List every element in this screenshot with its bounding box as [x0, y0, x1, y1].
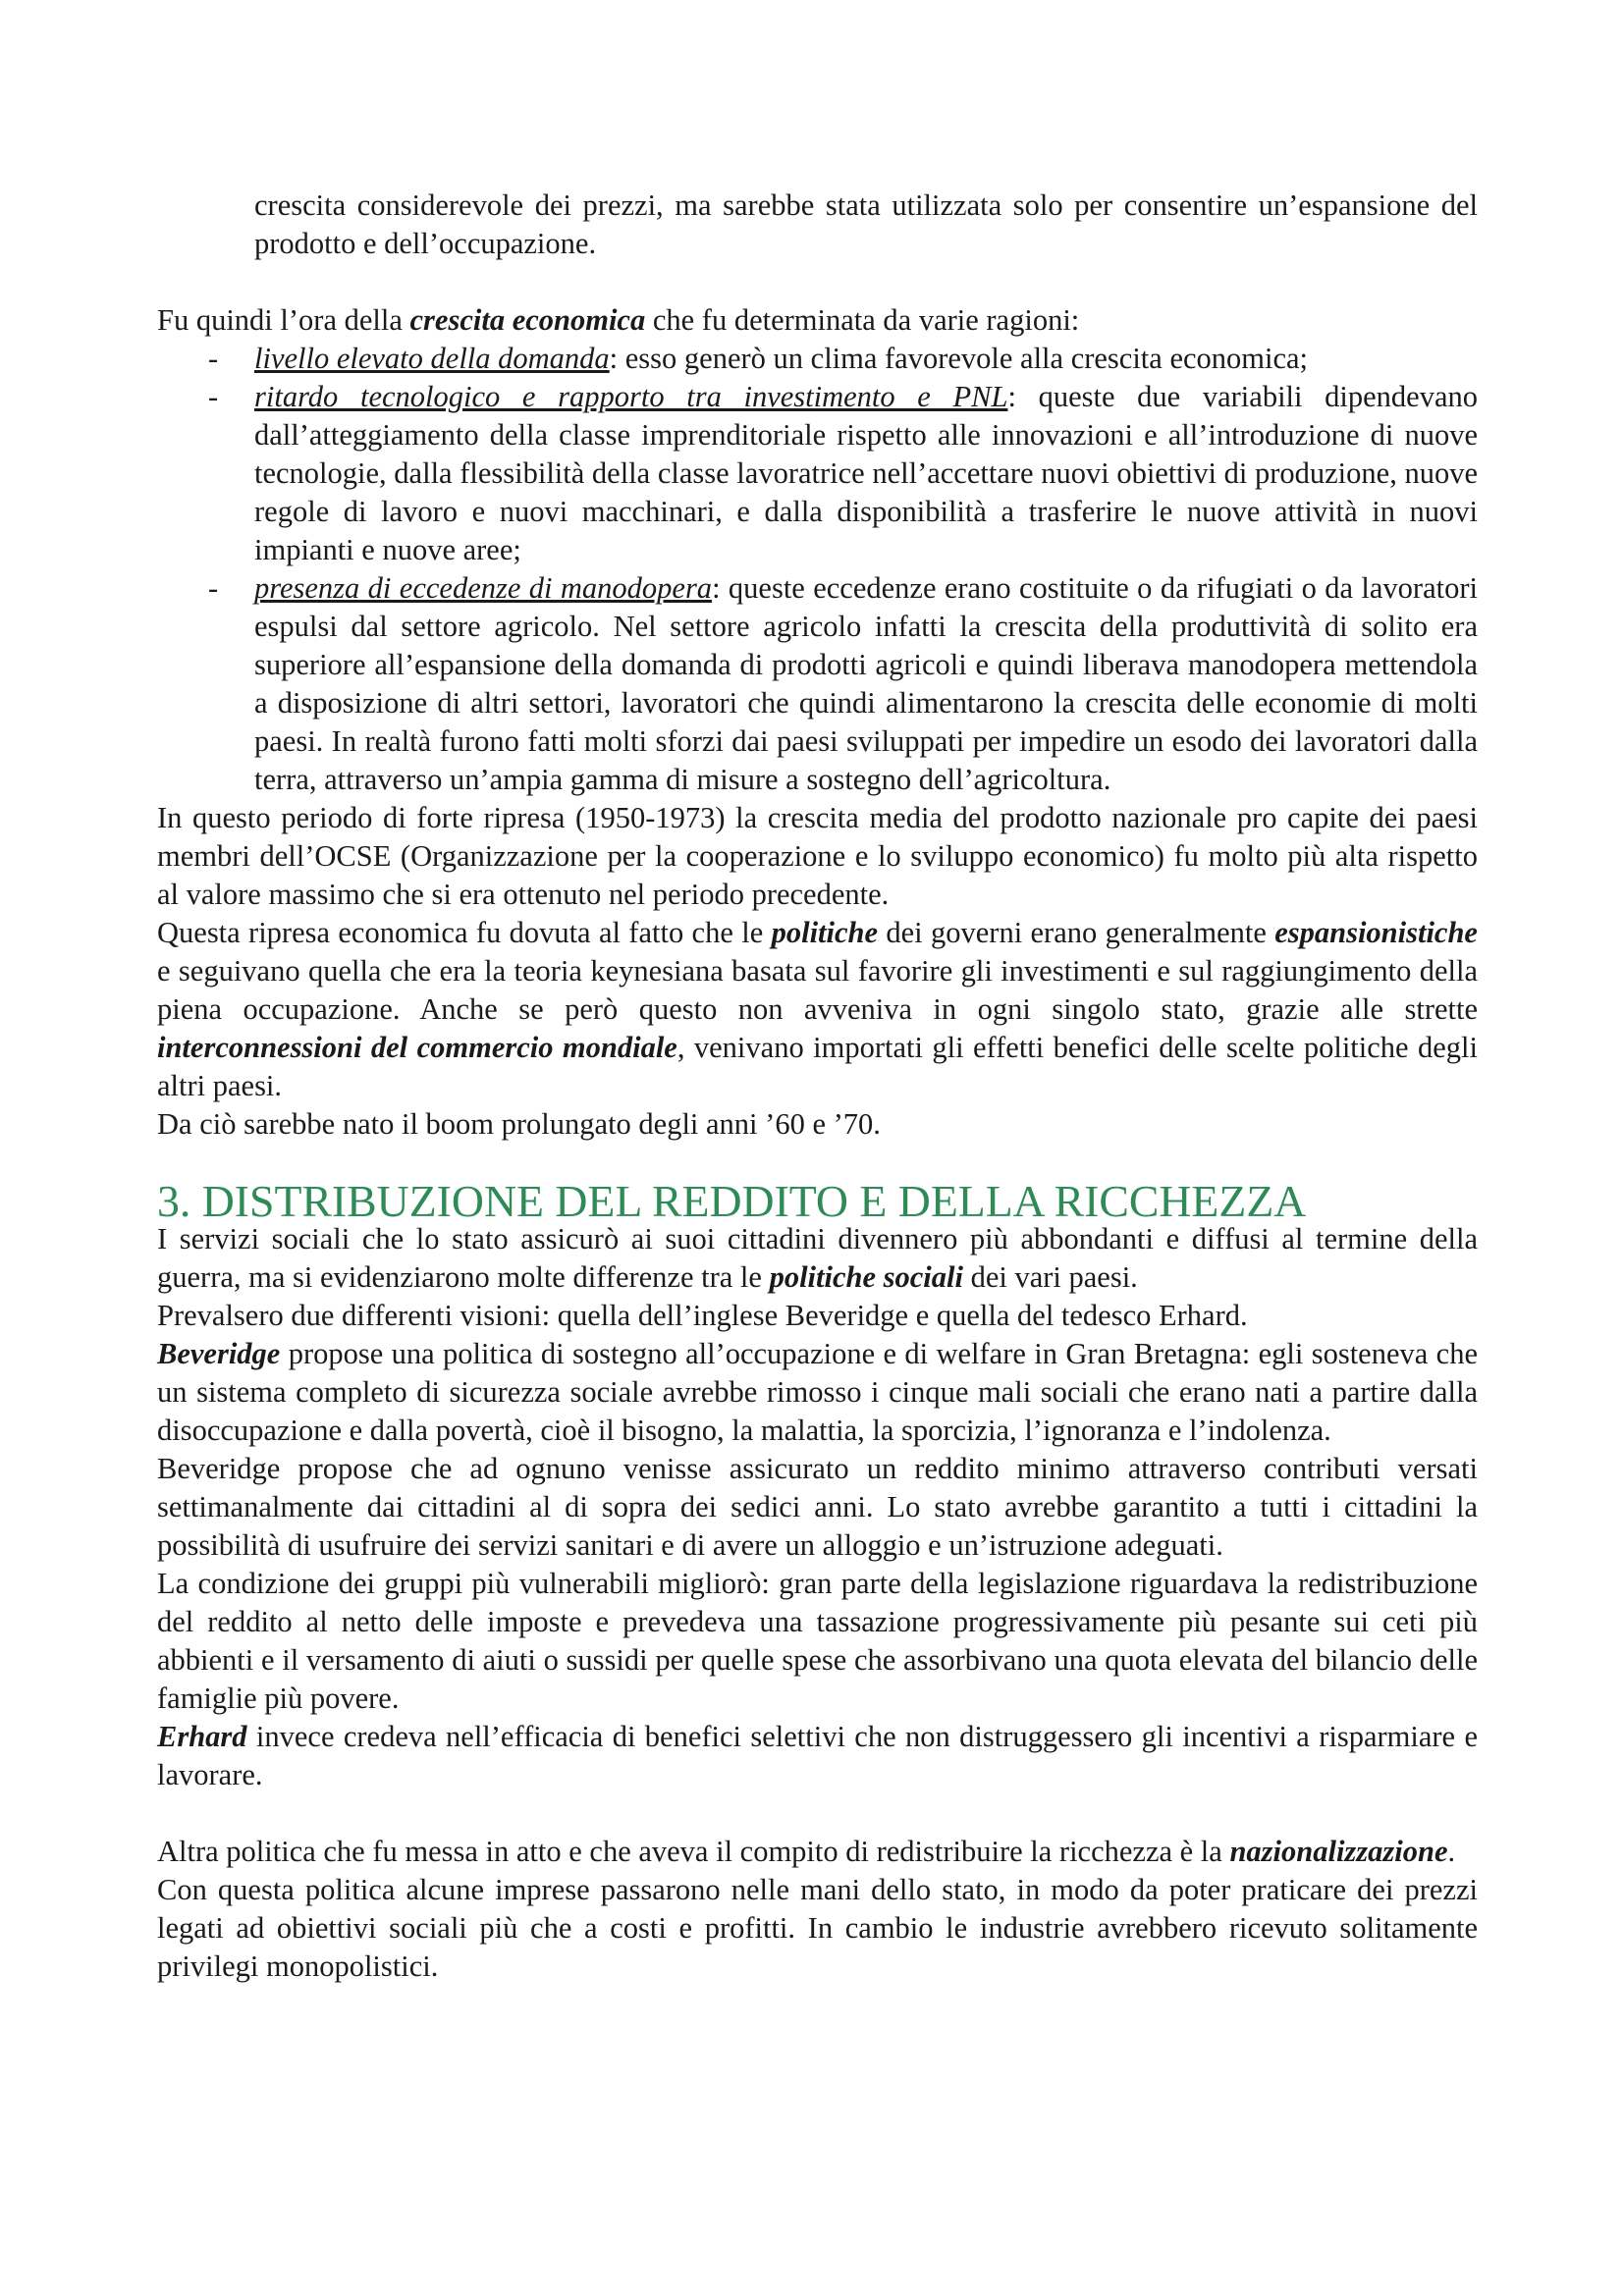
servizi-text-a: I servizi sociali che lo stato assicurò ai suoi cittadini divennero più abbondanti e diffusi al termine della guerra, ma si evidenziarono molte differenze tra le [157, 1222, 1478, 1294]
beveridge-paragraph [157, 1335, 1478, 1450]
bullet-text: : queste eccedenze erano costituite o da rifugiati o da lavoratori espulsi dal settore agricolo. Nel settore agricolo infatti la crescita della produttività di solito era superiore all’espansione della domanda di prodotti agricoli e quindi liberava manodopera mettendola a disposizione di altri settori, lavoratori che quindi alimentarono la crescita delle economie di molti paesi. In realtà furono fatti molti sforzi dai paesi sviluppati per impedire un esodo dei lavoratori dalla terra, attraverso un’ampia gamma di misure a sostegno dell’agricoltura. [254, 571, 1478, 796]
growth-lead-text: Fu quindi l’ora della [157, 303, 410, 337]
bullet-dash: - [208, 571, 219, 605]
boom-paragraph: Da ciò sarebbe nato il boom prolungato degli anni ’60 e ’70. [157, 1107, 881, 1141]
intro-continuation: crescita considerevole dei prezzi, ma sarebbe stata utilizzata solo per consentire un’espansione del prodotto e dell’occupazione. [254, 188, 1478, 260]
bullet-dash: - [208, 342, 219, 375]
nazionalizzazione-paragraph [157, 1833, 1478, 1871]
erhard-paragraph [157, 1718, 1478, 1794]
term-erhard: Erhard [157, 1720, 247, 1753]
term-politiche-sociali: politiche sociali [769, 1260, 963, 1294]
document-page [157, 187, 1478, 1986]
growth-lead [157, 301, 1478, 340]
servizi-text-b: dei vari paesi. [962, 1260, 1138, 1294]
list-item [157, 340, 1478, 378]
ripresa-text-b: dei governi erano generalmente [878, 916, 1275, 949]
term-espansionistiche: espansionistiche [1274, 916, 1478, 949]
growth-reasons-list [157, 340, 1478, 799]
bullet-text: : esso generò un clima favorevole alla crescita economica; [609, 342, 1309, 375]
altra-text-b: . [1447, 1835, 1456, 1868]
condizione-paragraph: La condizione dei gruppi più vulnerabili migliorò: gran parte della legislazione riguardava la redistribuzione del reddito al netto delle imposte e prevedeva una tassazione progressivamente più pesante sui ceti più abbienti e il versamento di aiuti o sussidi per quelle spese che assorbivano una quota elevata del bilancio delle famiglie più povere. [157, 1567, 1478, 1715]
term-beveridge: Beveridge [157, 1337, 281, 1370]
term-nazionalizzazione: nazionalizzazione [1229, 1835, 1448, 1868]
beveridge-text: propose una politica di sostegno all’occupazione e di welfare in Gran Bretagna: egli sosteneva che un sistema completo di sicurezza sociale avrebbe rimosso i cinque mali sociali che erano nati a partire dalla disoccupazione e dalla povertà, cioè il bisogno, la malattia, la sporcizia, l’ignoranza e l’indolenza. [157, 1337, 1478, 1447]
ripresa-text-a: Questa ripresa economica fu dovuta al fatto che le [157, 916, 772, 949]
section-heading: 3. DISTRIBUZIONE DEL REDDITO E DELLA RICCHEZZA [157, 1176, 1307, 1226]
altra-text-a: Altra politica che fu messa in atto e che aveva il compito di redistribuire la ricchezza è la [157, 1835, 1230, 1868]
erhard-text: invece credeva nell’efficacia di benefici selettivi che non distruggessero gli incentivi a risparmiare e lavorare. [157, 1720, 1478, 1791]
period-paragraph: In questo periodo di forte ripresa (1950-1973) la crescita media del prodotto nazionale pro capite dei paesi membri dell’OCSE (Organizzazione per la cooperazione e lo sviluppo economico) fu molto più alta rispetto al valore massimo che si era ottenuto nel periodo precedente. [157, 801, 1478, 911]
visioni-paragraph: Prevalsero due differenti visioni: quella dell’inglese Beveridge e quella del tedesco Erhard. [157, 1299, 1248, 1332]
ripresa-text-c: e seguivano quella che era la teoria keynesiana basata sul favorire gli investimenti e sul raggiungimento della piena occupazione. Anche se però questo non avveniva in ogni singolo stato, grazie alle strette [157, 954, 1478, 1026]
bullet-term: ritardo tecnologico e rapporto tra investimento e PNL [254, 380, 1008, 413]
bullet-term: livello elevato della domanda [254, 342, 610, 375]
term-interconnessioni: interconnessioni del commercio mondiale [157, 1031, 677, 1064]
growth-lead-tail: che fu determinata da varie ragioni: [645, 303, 1080, 337]
reddito-minimo-paragraph: Beveridge propose che ad ognuno venisse assicurato un reddito minimo attraverso contributi versati settimanalmente dai cittadini al di sopra dei sedici anni. Lo stato avrebbe garantito a tutti i cittadini la possibilità di usufruire dei servizi sanitari e di avere un alloggio e un’istruzione adeguati. [157, 1452, 1478, 1562]
servizi-paragraph [157, 1220, 1478, 1297]
ripresa-paragraph [157, 914, 1478, 1105]
imprese-paragraph: Con questa politica alcune imprese passarono nelle mani dello stato, in modo da poter praticare dei prezzi legati ad obiettivi sociali più che a costi e profitti. In cambio le industrie avrebbero ricevuto solitamente privilegi monopolistici. [157, 1873, 1478, 1983]
list-item [157, 378, 1478, 569]
bullet-dash: - [208, 380, 219, 413]
bullet-term: presenza di eccedenze di manodopera [254, 571, 713, 605]
bullet-text: : queste due variabili dipendevano dall’atteggiamento della classe imprenditoriale rispetto alle innovazioni e all’introduzione di nuove tecnologie, dalla flessibilità della classe lavoratrice nell’accettare nuovi obiettivi di produzione, nuove regole di lavoro e nuovi macchinari, e dalla disponibilità a trasferire le nuove attività in nuovi impianti e nuove aree; [254, 380, 1478, 566]
ripresa-text-d: , venivano importati gli effetti benefici delle scelte politiche degli altri paesi. [157, 1031, 1478, 1102]
term-politiche: politiche [771, 916, 879, 949]
list-item [157, 569, 1478, 799]
term-crescita-economica: crescita economica [409, 303, 646, 337]
